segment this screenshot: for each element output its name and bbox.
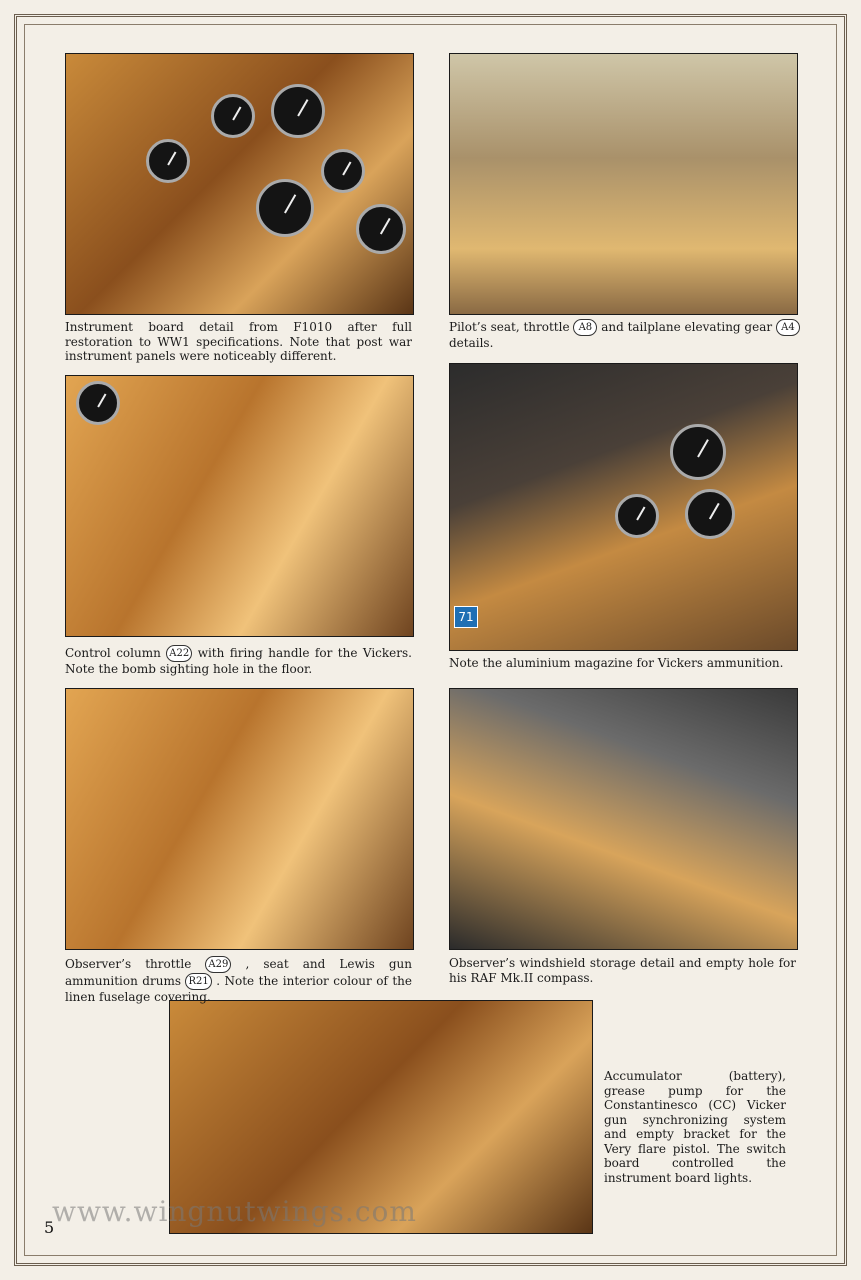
gauge-icon bbox=[321, 149, 365, 193]
gauge-icon bbox=[271, 84, 325, 138]
gauge-icon bbox=[211, 94, 255, 138]
caption-instrument-board: Instrument board detail from F1010 after full restoration to WW1 specifications. Note that post war instrument panels were noticeably different. bbox=[65, 320, 412, 363]
caption-aluminium-magazine: Note the aluminium magazine for Vickers ammunition. bbox=[449, 656, 784, 670]
caption-control-column: Control column A22 with firing handle for the Vickers. Note the bomb sighting hole in the floor. bbox=[65, 646, 412, 676]
page-number: 5 bbox=[44, 1218, 55, 1237]
photo-control-column bbox=[65, 375, 414, 637]
gauge-icon bbox=[685, 489, 735, 539]
part-reference-a8: A8 bbox=[573, 319, 597, 336]
gauge-icon bbox=[670, 424, 726, 480]
caption-accumulator: Accumulator (battery), grease pump for the Constantinesco (CC) Vicker gun synchronizing system and empty bracket for the Very flare pistol. The switch board controlled the instrument board lights. bbox=[604, 1069, 786, 1185]
figure-number-badge: 71 bbox=[454, 606, 478, 628]
photo-observer-throttle bbox=[65, 688, 414, 950]
gauge-icon bbox=[356, 204, 406, 254]
photo-pilot-seat bbox=[449, 53, 798, 315]
gauge-icon bbox=[76, 381, 120, 425]
gauge-icon bbox=[615, 494, 659, 538]
part-reference-a22: A22 bbox=[166, 645, 192, 662]
caption-observer-throttle: Observer’s throttle A29 , seat and Lewis gun ammunition drums R21 . Note the interior colour of the linen fuselage covering. bbox=[65, 957, 412, 1004]
photo-observer-windshield bbox=[449, 688, 798, 950]
photo-instrument-board bbox=[65, 53, 414, 315]
part-reference-a29: A29 bbox=[205, 956, 231, 973]
gauge-icon bbox=[256, 179, 314, 237]
photo-aluminium-magazine bbox=[449, 363, 798, 651]
watermark: www.wingnutwings.com bbox=[52, 1195, 417, 1228]
caption-observer-windshield: Observer’s windshield storage detail and empty hole for his RAF Mk.II compass. bbox=[449, 956, 796, 985]
caption-pilot-seat: Pilot’s seat, throttle A8 and tailplane elevating gear A4 details. bbox=[449, 319, 809, 351]
gauge-icon bbox=[146, 139, 190, 183]
part-reference-a4: A4 bbox=[776, 319, 800, 336]
part-reference-r21: R21 bbox=[185, 973, 211, 990]
